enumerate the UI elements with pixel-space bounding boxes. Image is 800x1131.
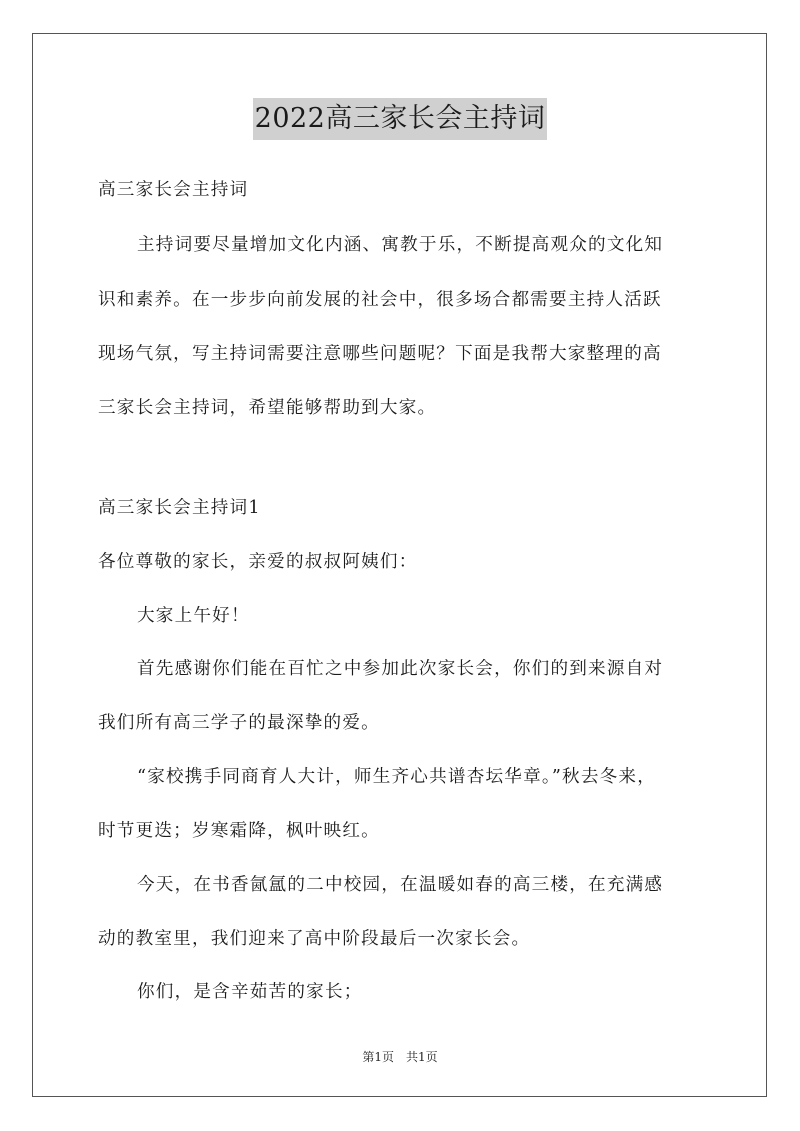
body-line-1: 首先感谢你们能在百忙之中参加此次家长会，你们的到来源自对 [137,659,664,679]
body-line-2: 我们所有高三学子的最深挚的爱。 [98,713,380,733]
body-line-7: 你们，是含辛茹苦的家长； [137,982,363,1002]
body-line-5: 今天，在书香氤氲的二中校园，在温暖如春的高三楼，在充满感 [137,875,664,895]
subsection-heading: 高三家长会主持词1 [98,498,261,518]
document-title: 2022高三家长会主持词 [253,98,548,140]
salutation: 各位尊敬的家长，亲爱的叔叔阿姨们： [98,552,418,572]
greeting: 大家上午好！ [137,606,250,626]
intro-line-2: 识和素养。在一步步向前发展的社会中，很多场合都需要主持人活跃 [98,290,662,310]
title-container [0,98,800,140]
body-line-4: 时节更迭；岁寒霜降，枫叶映红。 [98,821,380,841]
body-line-3: “家校携手同商育人大计，师生齐心共谱杏坛华章。”秋去冬来， [137,767,657,787]
intro-line-1: 主持词要尽量增加文化内涵、寓教于乐，不断提高观众的文化知 [137,235,664,255]
body-line-6: 动的教室里，我们迎来了高中阶段最后一次家长会。 [98,929,531,949]
page-footer: 第1页 共1页 [362,1050,438,1064]
section-heading: 高三家长会主持词 [98,180,249,200]
intro-line-3: 现场气氛，写主持词需要注意哪些问题呢？下面是我帮大家整理的高 [98,344,662,364]
intro-line-4: 三家长会主持词，希望能够帮助到大家。 [98,398,437,418]
